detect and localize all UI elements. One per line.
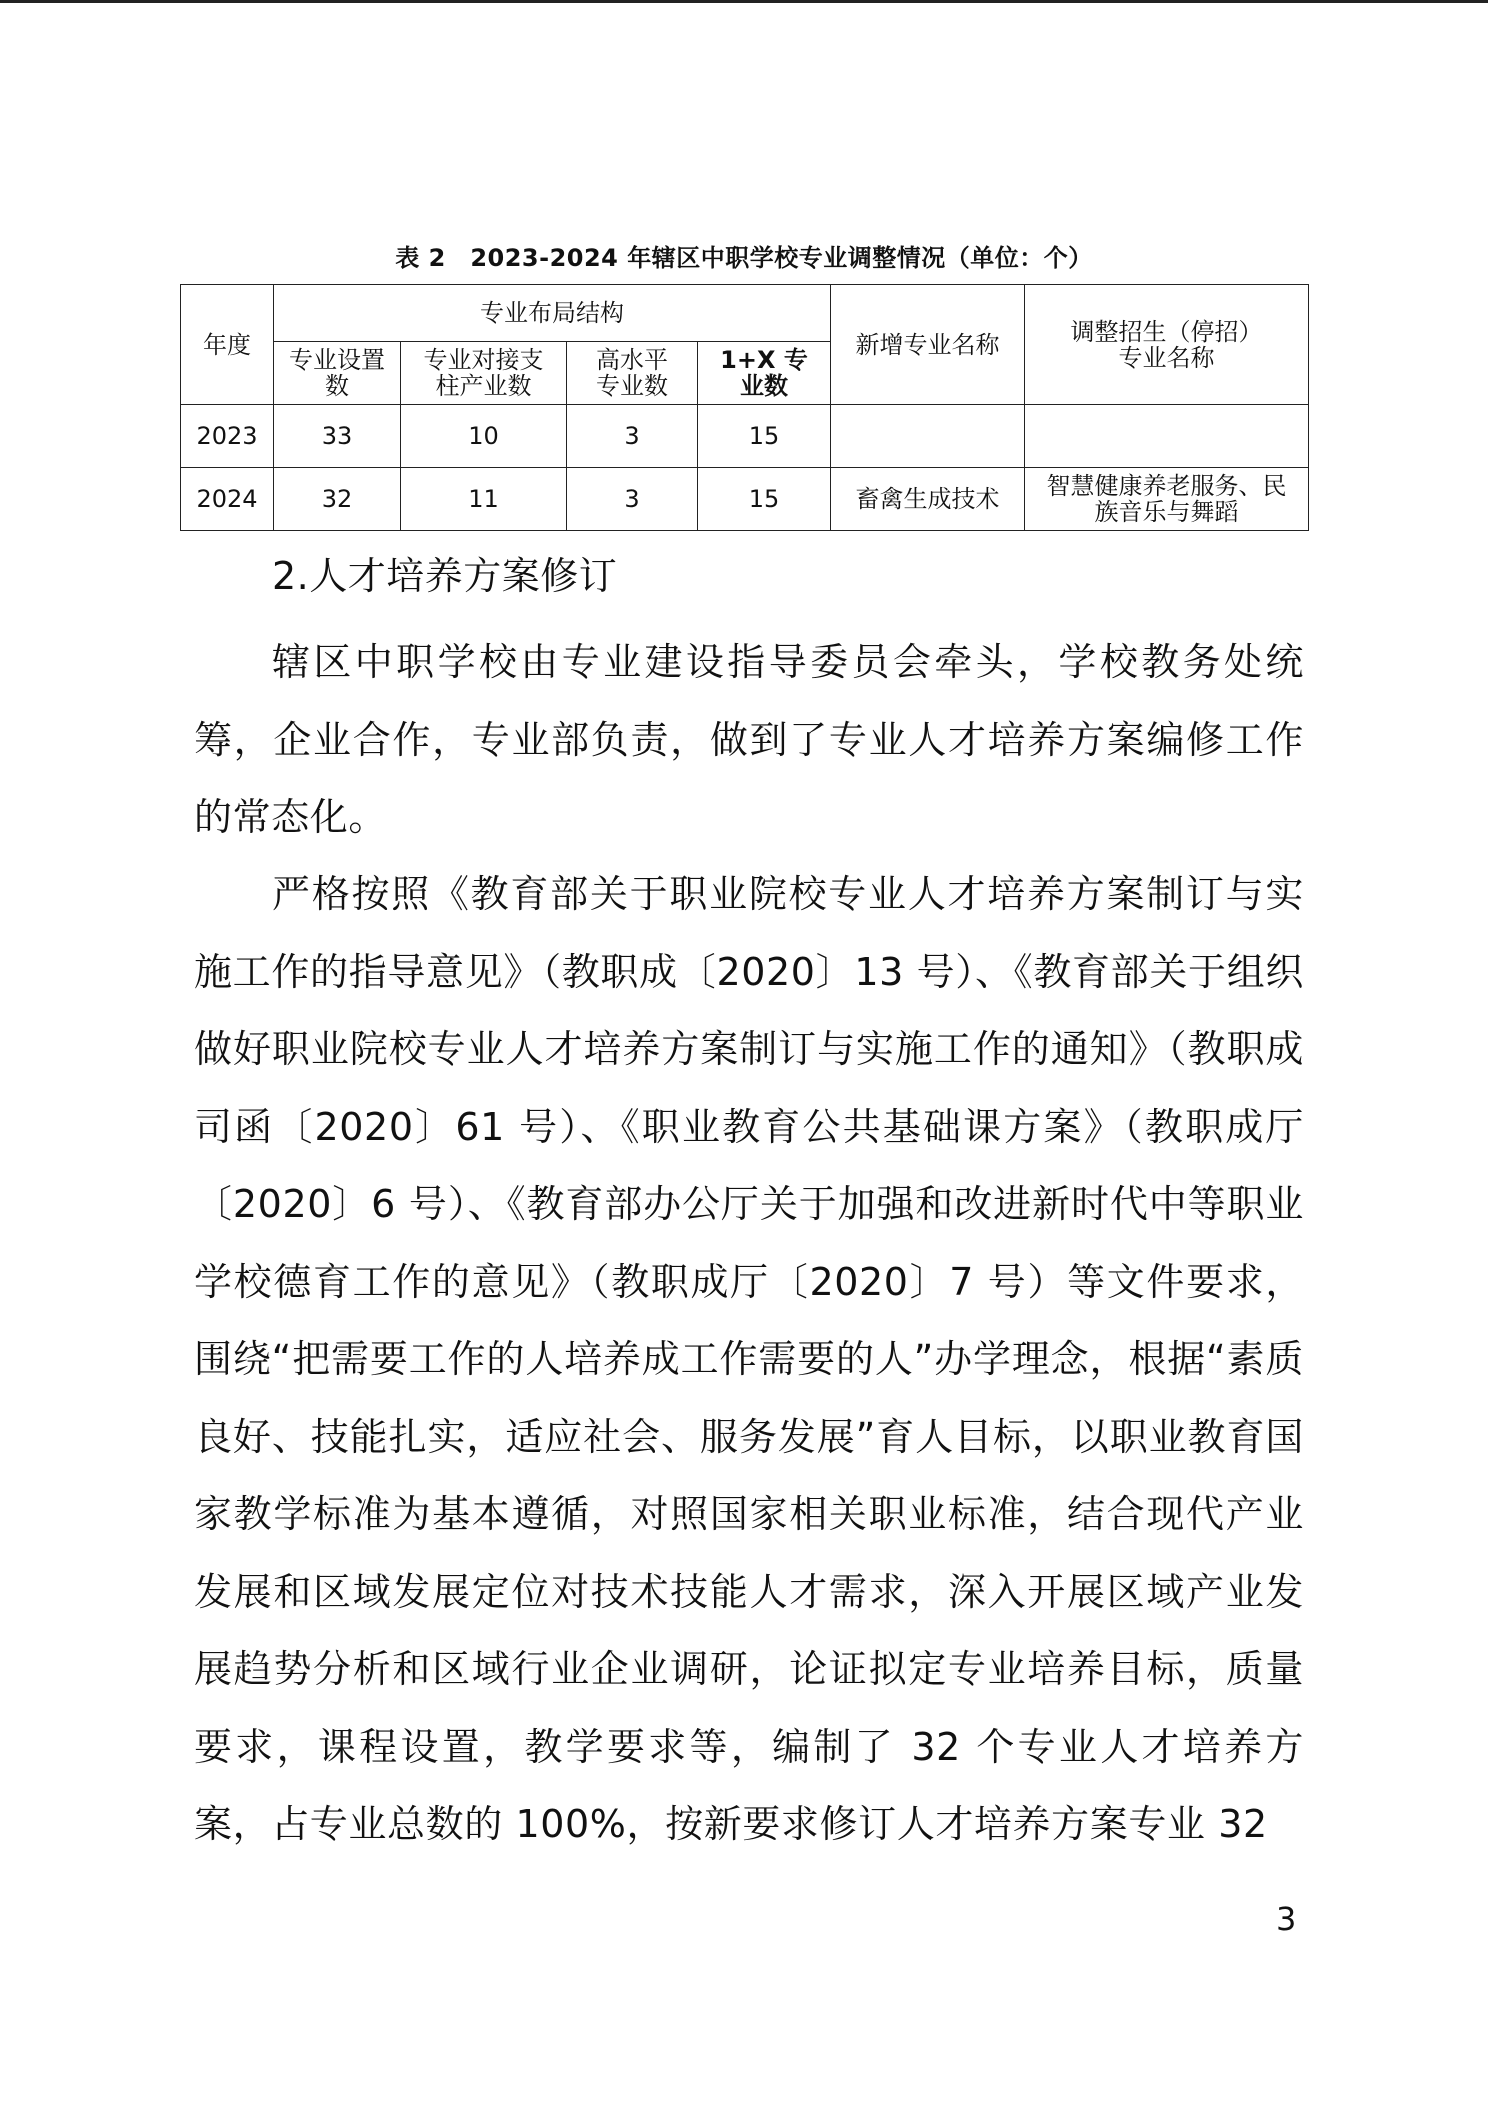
cell-one-plus-x: 15 (698, 405, 831, 468)
cell-year: 2023 (181, 405, 274, 468)
table-caption: 表 2 2023-2024 年辖区中职学校专业调整情况（单位：个） (395, 244, 1093, 272)
cell-major-settings: 33 (274, 405, 401, 468)
cell-major-settings: 32 (274, 468, 401, 531)
table-row (181, 405, 1309, 468)
section-heading: 2.人才培养方案修订 (272, 554, 618, 598)
header-year: 年度 (181, 285, 274, 405)
body-paragraph: 辖区中职学校由专业建设指导委员会牵头，学校教务处统筹，企业合作，专业部负责，做到了专业人才培养方案编修工作的常态化。 (194, 640, 1304, 839)
header-one-plus-x: 1+X 专业数 (698, 342, 831, 405)
page-top-border (0, 0, 1488, 3)
header-layout-group: 专业布局结构 (274, 285, 831, 342)
major-adjustment-table (180, 284, 1309, 531)
header-high-level: 高水平专业数 (567, 342, 698, 405)
body-paragraph: 严格按照《教育部关于职业院校专业人才培养方案制订与实施工作的指导意见》（教职成〔2020〕13 号）、《教育部关于组织做好职业院校专业人才培养方案制订与实施工作的通知》（教职成司函〔2020〕61 号）、《职业教育公共基础课方案》（教职成厅〔2020〕6 号）、《教育部办公厅关于加强和改进新时代中等职业学校德育工作的意见》（教职成厅〔2020〕7 号）等文件要求，围绕“把需要工作的人培养成工作需要的人”办学理念，根据“素质良好、技能扎实，适应社会、服务发展”育人目标，以职业教育国家教学标准为基本遵循，对照国家相关职业标准，结合现代产业发展和区域发展定位对技术技能人才需求，深入开展区域产业发展趋势分析和区域行业企业调研，论证拟定专业培养目标，质量要求，课程设置，教学要求等，编制了 32 个专业人才培养方案，占专业总数的 100%，按新要求修订人才培养方案专业 32 (194, 872, 1304, 1846)
header-major-settings: 专业设置数 (274, 342, 401, 405)
cell-one-plus-x: 15 (698, 468, 831, 531)
table-header-row (181, 285, 1309, 342)
cell-adjusted-majors (1025, 405, 1309, 468)
cell-high-level: 3 (567, 468, 698, 531)
header-new-majors: 新增专业名称 (831, 285, 1025, 405)
cell-pillar-industry: 10 (401, 405, 567, 468)
header-adjusted-majors: 调整招生（停招）专业名称 (1025, 285, 1309, 405)
cell-new-majors: 畜禽生成技术 (831, 468, 1025, 531)
cell-new-majors (831, 405, 1025, 468)
page-number: 3 (1276, 1900, 1297, 1938)
cell-high-level: 3 (567, 405, 698, 468)
table-row (181, 468, 1309, 531)
header-pillar-industry: 专业对接支柱产业数 (401, 342, 567, 405)
cell-year: 2024 (181, 468, 274, 531)
cell-pillar-industry: 11 (401, 468, 567, 531)
cell-adjusted-majors: 智慧健康养老服务、民族音乐与舞蹈 (1025, 468, 1309, 531)
